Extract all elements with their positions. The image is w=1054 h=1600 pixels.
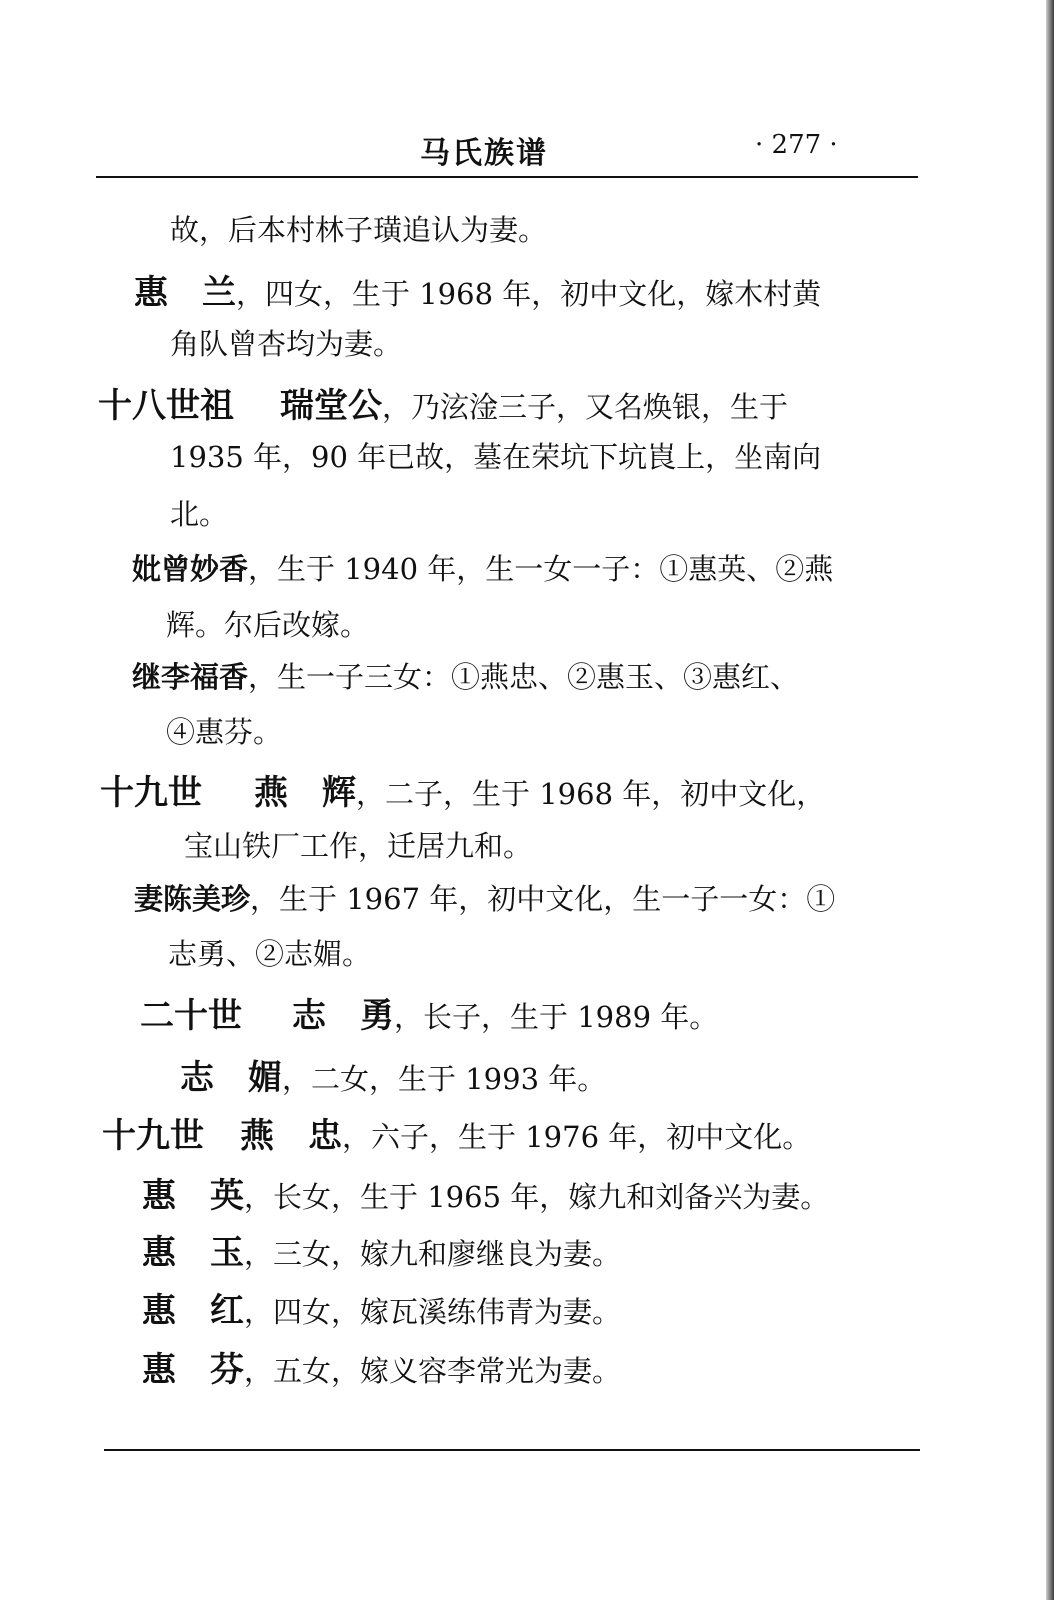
entry-line	[142, 1225, 621, 1274]
person-name: 妻陈美珍	[134, 882, 251, 916]
line-text: 宝山铁厂工作，迁居九和。	[184, 829, 533, 863]
person-name: 妣曾妙香	[132, 552, 249, 586]
generation-label: 十八世祖	[98, 386, 234, 426]
line-text: ，四女，嫁瓦溪练伟青为妻。	[244, 1295, 622, 1329]
person-name: 惠 红	[142, 1291, 244, 1331]
entry-line	[134, 877, 835, 918]
page-number: · 277 ·	[755, 130, 838, 160]
entry-line	[142, 1168, 829, 1217]
entry-line	[142, 1342, 621, 1391]
line-text: 故，后本村林子璜追认为妻。	[170, 213, 548, 247]
book-spine-shadow	[1046, 0, 1054, 1600]
person-name: 惠 英	[142, 1176, 244, 1216]
entry-line	[132, 547, 833, 588]
entry-line	[98, 378, 788, 427]
line-text: 辉。尔后改嫁。	[166, 608, 370, 642]
text-line	[170, 492, 228, 533]
line-text: ，生一子三女：①燕忠、②惠玉、③惠红、	[248, 660, 800, 694]
text-line	[170, 322, 402, 363]
text-line	[166, 603, 369, 644]
entry-line	[132, 655, 799, 696]
generation-label: 十九世	[100, 773, 202, 813]
line-text: ，生于 1967 年，初中文化，生一子一女：①	[250, 882, 836, 916]
generation-label: 二十世	[140, 996, 242, 1036]
entry-line	[102, 1108, 811, 1157]
running-header-title: 马氏族谱	[420, 136, 548, 171]
line-text: ，长子，生于 1989 年。	[394, 1000, 719, 1034]
line-text: ，二子，生于 1968 年，初中文化，	[356, 777, 826, 811]
line-text: 志勇、②志媚。	[168, 937, 372, 971]
entry-line	[140, 988, 718, 1037]
person-name: 惠 玉	[142, 1233, 244, 1273]
person-name: 惠 芬	[142, 1350, 244, 1390]
line-text: 北。	[170, 497, 229, 531]
text-line	[170, 208, 547, 249]
line-text: ，长女，生于 1965 年，嫁九和刘备兴为妻。	[244, 1180, 830, 1214]
person-name: 惠 兰	[134, 273, 236, 313]
line-text: ，三女，嫁九和廖继良为妻。	[244, 1237, 622, 1271]
person-name: 志 媚	[180, 1058, 282, 1098]
text-line	[184, 824, 532, 865]
footer-rule	[104, 1449, 920, 1451]
person-name: 燕 忠	[240, 1116, 342, 1156]
person-name: 志 勇	[292, 996, 394, 1036]
person-name: 燕 辉	[254, 773, 356, 813]
text-line	[170, 435, 821, 476]
person-name: 继李福香	[132, 660, 249, 694]
entry-line	[100, 765, 825, 814]
entry-line	[180, 1050, 606, 1099]
line-text: 1935 年，90 年已故，墓在荣坑下坑崀上，坐南向	[170, 440, 822, 474]
text-line	[168, 932, 371, 973]
line-text: ，六子，生于 1976 年，初中文化。	[342, 1120, 812, 1154]
line-text: ，二女，生于 1993 年。	[282, 1062, 607, 1096]
entry-line	[134, 265, 821, 314]
text-line	[166, 710, 282, 751]
line-text: ，四女，生于 1968 年，初中文化，嫁木村黄	[236, 277, 822, 311]
line-text: ，生于 1940 年，生一女一子：①惠英、②燕	[248, 552, 834, 586]
header-rule	[96, 176, 918, 178]
line-text: ，乃泫淦三子，又名焕银，生于	[382, 390, 789, 424]
line-text: ，五女，嫁义容李常光为妻。	[244, 1354, 622, 1388]
line-text: 角队曾杏均为妻。	[170, 327, 403, 361]
entry-line	[142, 1283, 621, 1332]
generation-label: 十九世	[102, 1116, 204, 1156]
line-text: ④惠芬。	[166, 715, 283, 749]
person-name: 瑞堂公	[280, 386, 382, 426]
